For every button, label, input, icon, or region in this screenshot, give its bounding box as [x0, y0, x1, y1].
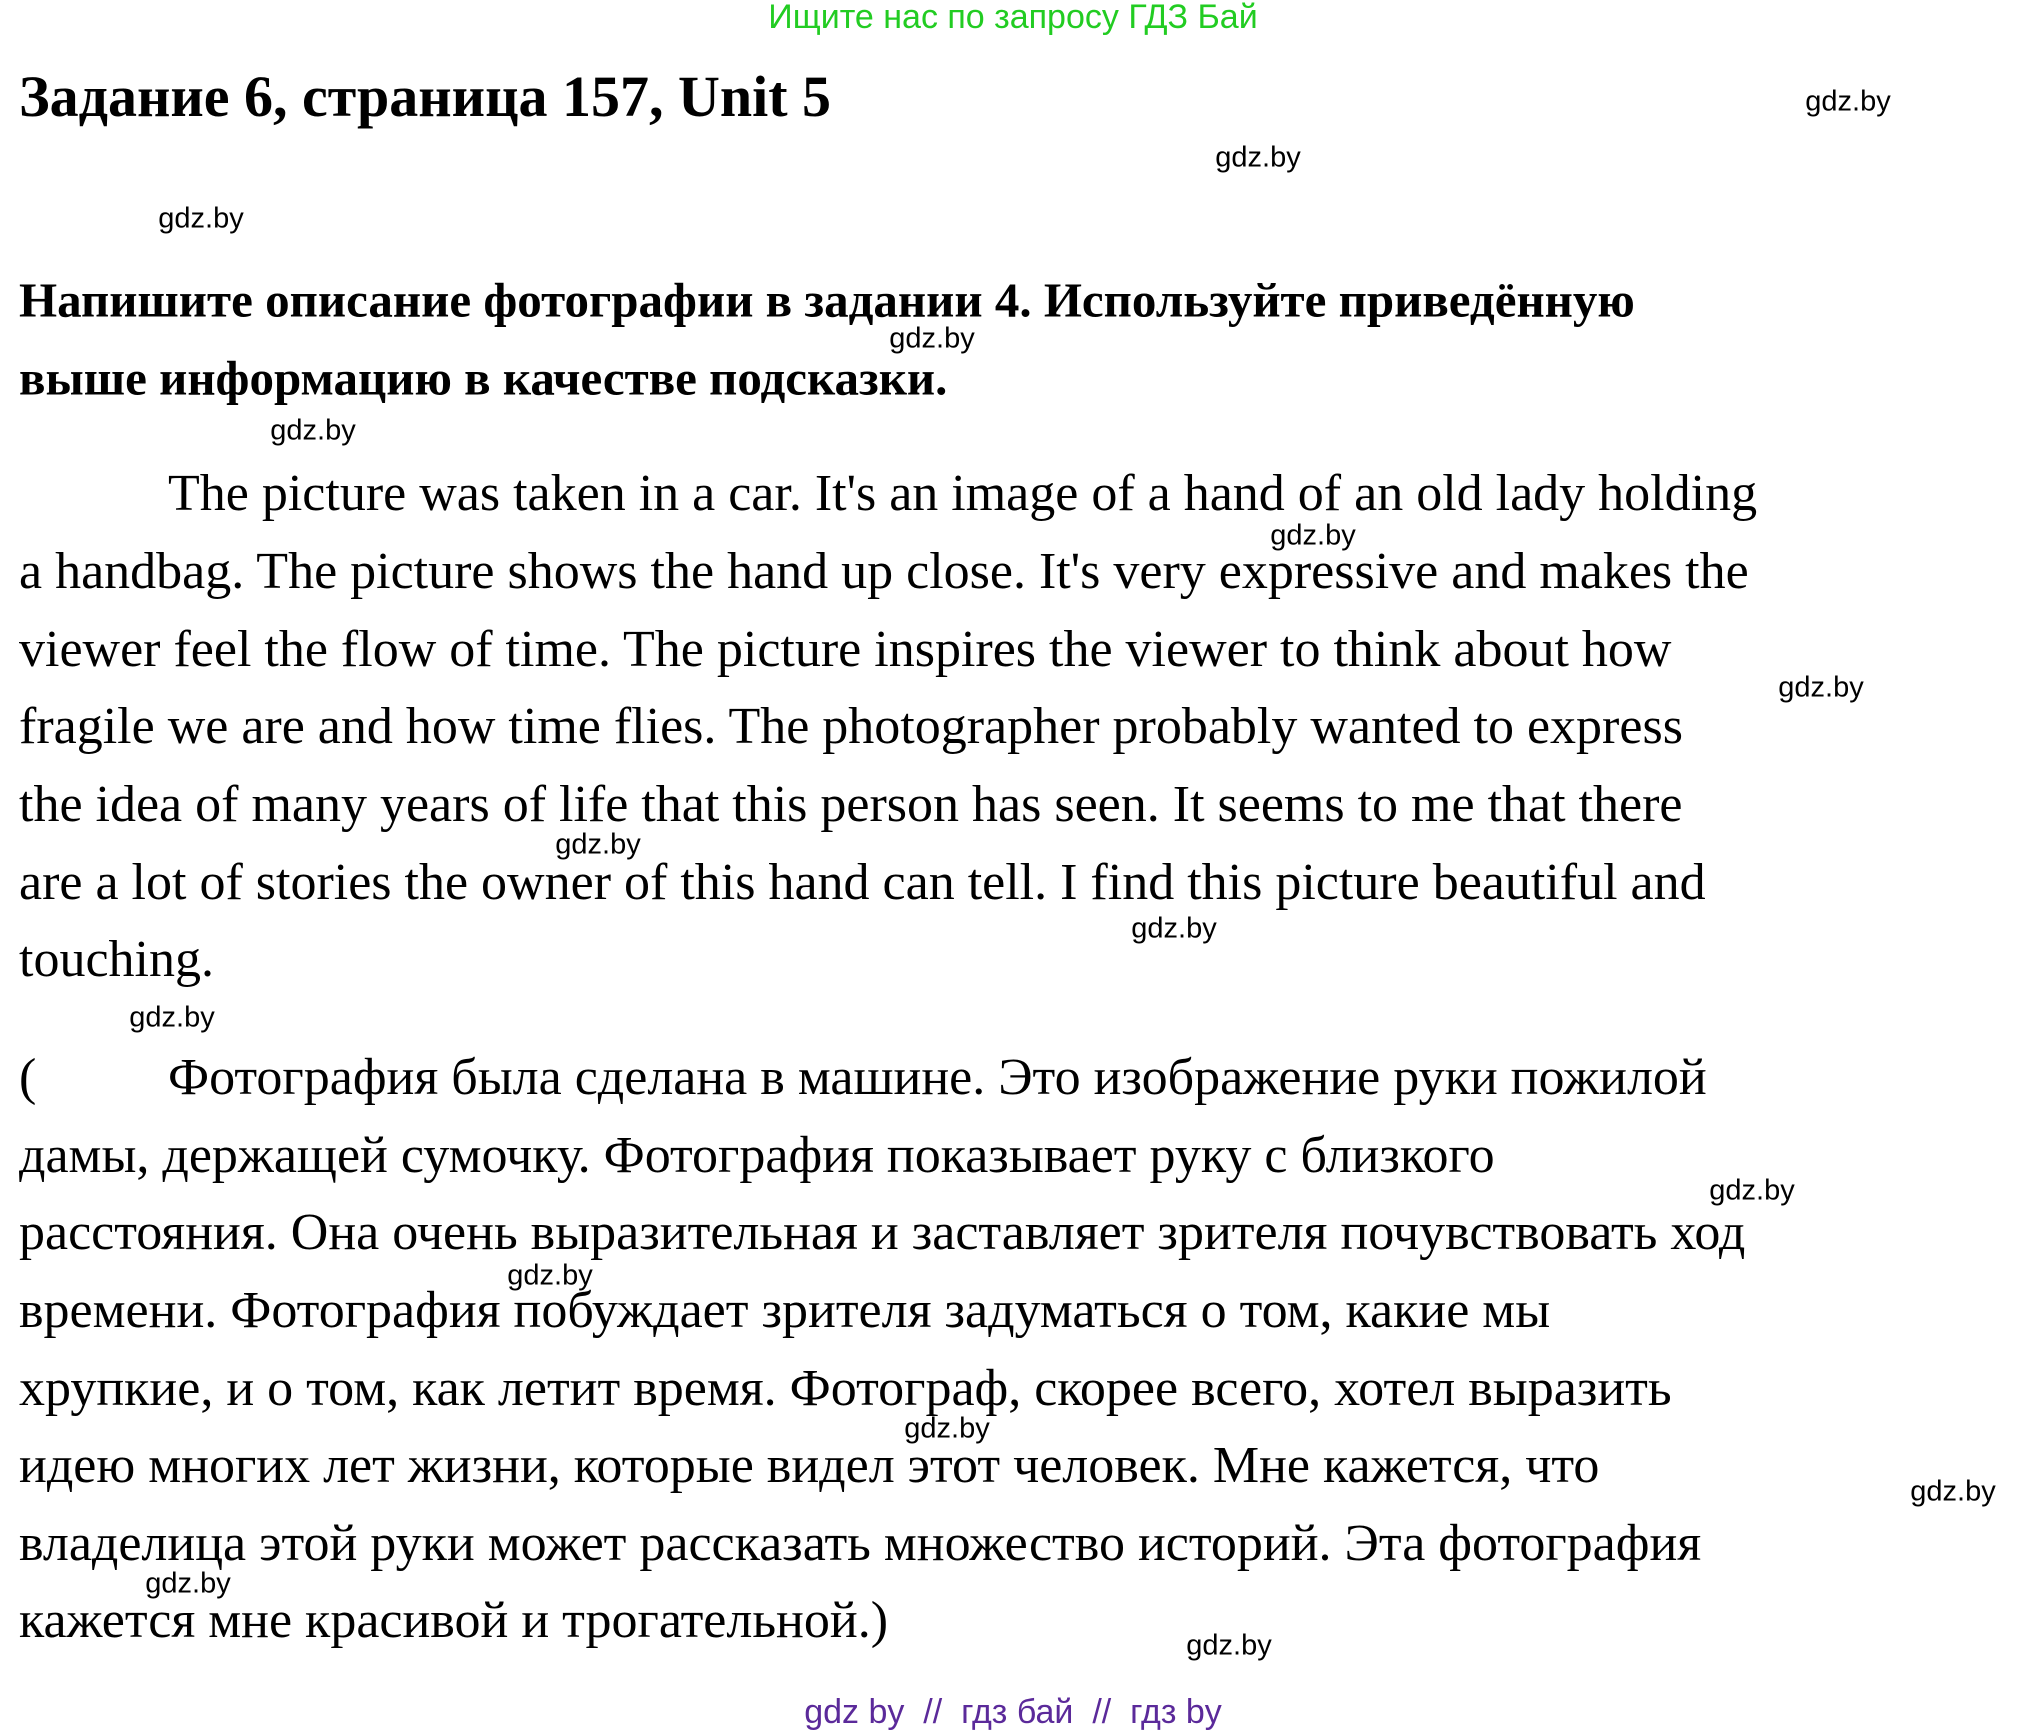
russian-line: хрупкие, и о том, как летит время. Фотограф, скорее всего, хотел выразить — [19, 1360, 1672, 1417]
english-line: touching. — [19, 931, 214, 988]
footer-links: gdz by // гдз бай // гдз by — [804, 1693, 1222, 1731]
russian-open-paren: ( — [19, 1049, 37, 1106]
english-line: the idea of many years of life that this person has seen. It seems to me that there — [19, 776, 1683, 833]
task-line: выше информацию в качестве подсказки. — [19, 350, 948, 406]
watermark: gdz.by — [507, 1259, 593, 1292]
watermark: gdz.by — [1186, 1629, 1272, 1662]
russian-line: расстояния. Она очень выразительная и заставляет зрителя почувствовать ход — [19, 1204, 1746, 1261]
watermark: gdz.by — [889, 322, 975, 355]
watermark: gdz.by — [1215, 141, 1301, 174]
russian-line: дамы, держащей сумочку. Фотография показывает руку с близкого — [19, 1127, 1495, 1184]
watermark: gdz.by — [555, 828, 641, 861]
watermark: gdz.by — [129, 1001, 215, 1034]
russian-line: времени. Фотография побуждает зрителя задуматься о том, какие мы — [19, 1282, 1551, 1339]
english-line: fragile we are and how time flies. The photographer probably wanted to express — [19, 698, 1683, 755]
watermark: gdz.by — [1910, 1475, 1996, 1508]
watermark: gdz.by — [1270, 519, 1356, 552]
english-line: viewer feel the flow of time. The picture inspires the viewer to think about how — [19, 621, 1672, 678]
watermark: gdz.by — [1131, 912, 1217, 945]
russian-line: Фотография была сделана в машине. Это изображение руки пожилой — [168, 1049, 1707, 1106]
english-line: The picture was taken in a car. It's an image of a hand of an old lady holding — [168, 465, 1758, 522]
watermark: gdz.by — [904, 1412, 990, 1445]
watermark: gdz.by — [1805, 85, 1891, 118]
russian-line: идею многих лет жизни, которые видел этот человек. Мне кажется, что — [19, 1437, 1600, 1494]
russian-line: кажется мне красивой и трогательной.) — [19, 1592, 889, 1649]
watermark: gdz.by — [145, 1567, 231, 1600]
watermark: gdz.by — [158, 202, 244, 235]
page-title: Задание 6, страница 157, Unit 5 — [19, 64, 832, 129]
russian-line: владелица этой руки может рассказать множество историй. Эта фотография — [19, 1515, 1702, 1572]
watermark: gdz.by — [1778, 671, 1864, 704]
english-line: are a lot of stories the owner of this hand can tell. I find this picture beautiful and — [19, 854, 1706, 911]
task-line: Напишите описание фотографии в задании 4. Используйте приведённую — [19, 272, 1635, 328]
watermark: gdz.by — [270, 414, 356, 447]
english-line: a handbag. The picture shows the hand up close. It's very expressive and makes the — [19, 543, 1749, 600]
watermark: gdz.by — [1709, 1174, 1795, 1207]
search-banner: Ищите нас по запросу ГДЗ Бай — [768, 0, 1258, 36]
